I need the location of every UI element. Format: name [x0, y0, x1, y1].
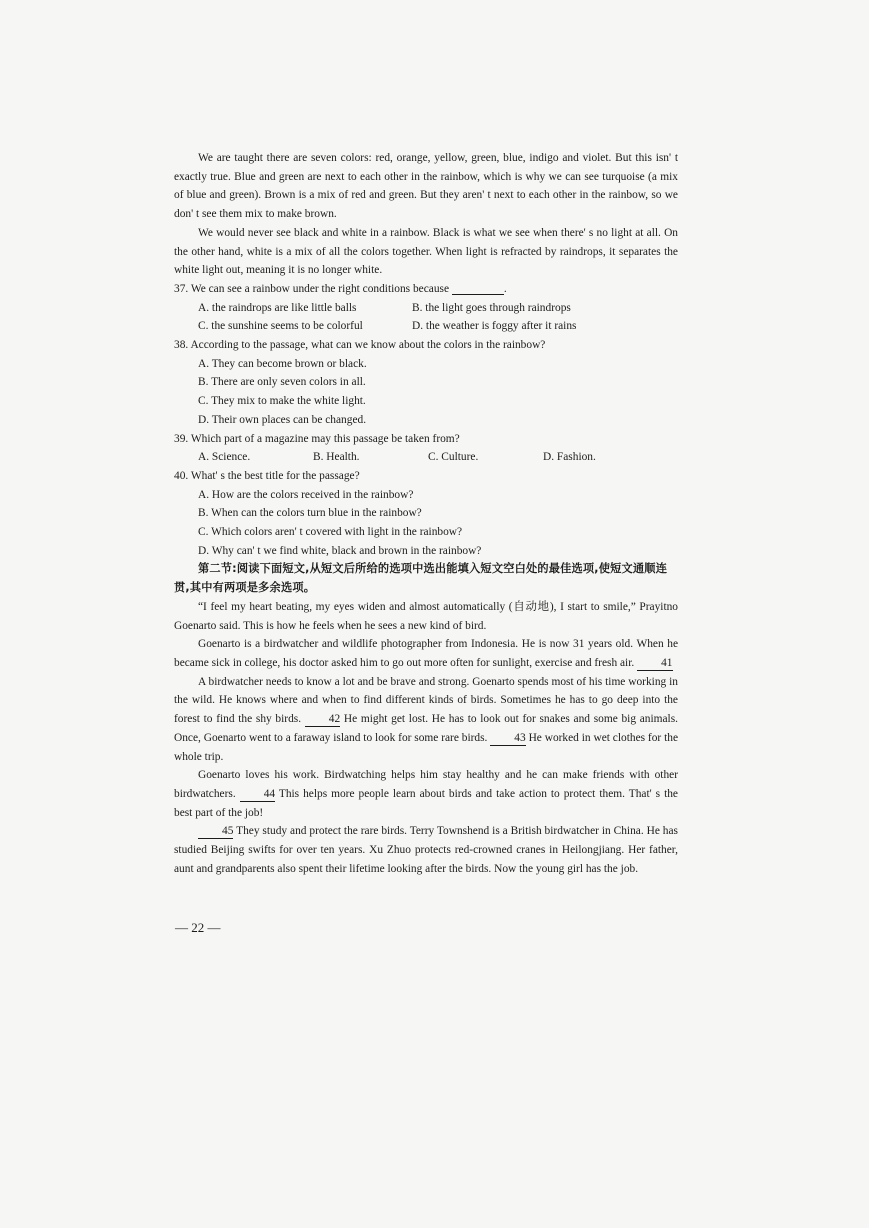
option-40-d: D. Why can' t we find white, black and brown in the rainbow? [198, 544, 482, 557]
question-39-stem: 39. Which part of a magazine may this passage be taken from? [174, 432, 460, 445]
option-37-b: B. the light goes through raindrops [412, 301, 571, 314]
paragraph-4 [174, 635, 678, 672]
question-37-end: . [503, 282, 507, 295]
question-39-options [174, 448, 678, 467]
paragraph-7 [174, 822, 678, 878]
option-39-d: D. Fashion. [543, 451, 596, 464]
blank-44: 44 [240, 787, 275, 802]
page-content [174, 149, 678, 878]
option-37-c: C. the sunshine seems to be colorful [198, 320, 363, 333]
question-40-stem: 40. What' s the best title for the passage? [174, 469, 360, 482]
option-38-d: D. Their own places can be changed. [198, 413, 367, 426]
paragraph-5-text-a: A birdwatcher needs to know a lot and be brave and strong. Goenarto spends most of his time working in the wild. He knows where and when to find different kinds of birds. Sometimes he has to go deep into the forest to find the shy birds. [174, 675, 678, 726]
option-40-a: A. How are the colors received in the rainbow? [198, 488, 414, 501]
paragraph-3: “I feel my heart beating, my eyes widen and almost automatically (自动地), I start to smile,” Prayitno Goenarto said. This is how he feels when he sees a new kind of bird. [174, 600, 678, 632]
paragraph-5 [174, 673, 678, 767]
option-40-c: C. Which colors aren' t covered with light in the rainbow? [198, 526, 463, 539]
paragraph-6 [174, 766, 678, 822]
blank-41: 41 [637, 656, 672, 671]
question-37-stem: 37. We can see a rainbow under the right conditions because [174, 282, 450, 295]
section-2-instructions: 第二节:阅读下面短文,从短文后所给的选项中选出能填入短文空白处的最佳选项,使短文通顺连贯,其中有两项是多余选项。 [174, 562, 668, 595]
option-39-a: A. Science. [198, 451, 251, 464]
question-38-stem: 38. According to the passage, what can we know about the colors in the rainbow? [174, 339, 546, 352]
paragraph-6-text-a: Goenarto loves his work. Birdwatching helps him stay healthy and he can make friends with other birdwatchers. [174, 769, 678, 800]
paragraph-6-text-b: This helps more people learn about birds and take action to protect them. That' s the best part of the job! [174, 787, 678, 819]
option-39-b: B. Health. [313, 451, 360, 464]
page-number: — 22 — [175, 920, 221, 935]
option-38-a: A. They can become brown or black. [198, 357, 367, 370]
paragraph-4-text: Goenarto is a birdwatcher and wildlife photographer from Indonesia. He is now 31 years old. When he became sick in college, his doctor asked him to go out more often for sunlight, exercise and fresh air. [174, 638, 678, 669]
question-37 [174, 280, 678, 299]
blank-42: 42 [305, 712, 340, 727]
option-38-b: B. There are only seven colors in all. [198, 376, 366, 389]
paragraph-7-text: They study and protect the rare birds. Terry Townshend is a British birdwatcher in China. He has studied Beijing swifts for over ten years. Xu Zhuo protects red-crowned cranes in Heilongjiang. Her father, aunt and grandparents also spent their lifetime looking after the birds. Now the young girl has the job. [174, 825, 678, 875]
option-37-d: D. the weather is foggy after it rains [412, 320, 577, 333]
paragraph-1: We are taught there are seven colors: red, orange, yellow, green, blue, indigo and violet. But this isn' t exactly true. Blue and green are next to each other in the rainbow, which is why we can see turquoise (a mix of blue and green). Brown is a mix of red and green. But they aren' t next to each other in the rainbow, so we don' t see them mix to make brown. [174, 152, 678, 221]
blank-43: 43 [490, 731, 525, 746]
paragraph-2: We would never see black and white in a rainbow. Black is what we see when there' s no light at all. On the other hand, white is a mix of all the colors together. When light is refracted by raindrops, it separates the white light out, meaning it is no longer white. [174, 226, 678, 277]
blank-45: 45 [198, 824, 233, 839]
option-38-c: C. They mix to make the white light. [198, 395, 366, 408]
option-40-b: B. When can the colors turn blue in the rainbow? [198, 507, 422, 520]
option-37-a: A. the raindrops are like little balls [198, 301, 357, 314]
paragraph-5-text-b: He might get lost. He has to look out for snakes and some big animals. Once, Goenarto went to a faraway island to look for some rare birds. [174, 713, 678, 744]
answer-blank [452, 281, 504, 295]
question-37-options-row-2 [174, 317, 678, 336]
question-37-options-row-1 [174, 299, 678, 318]
option-39-c: C. Culture. [428, 451, 479, 464]
paragraph-5-text-c: He worked in wet clothes for the whole trip. [174, 731, 678, 763]
